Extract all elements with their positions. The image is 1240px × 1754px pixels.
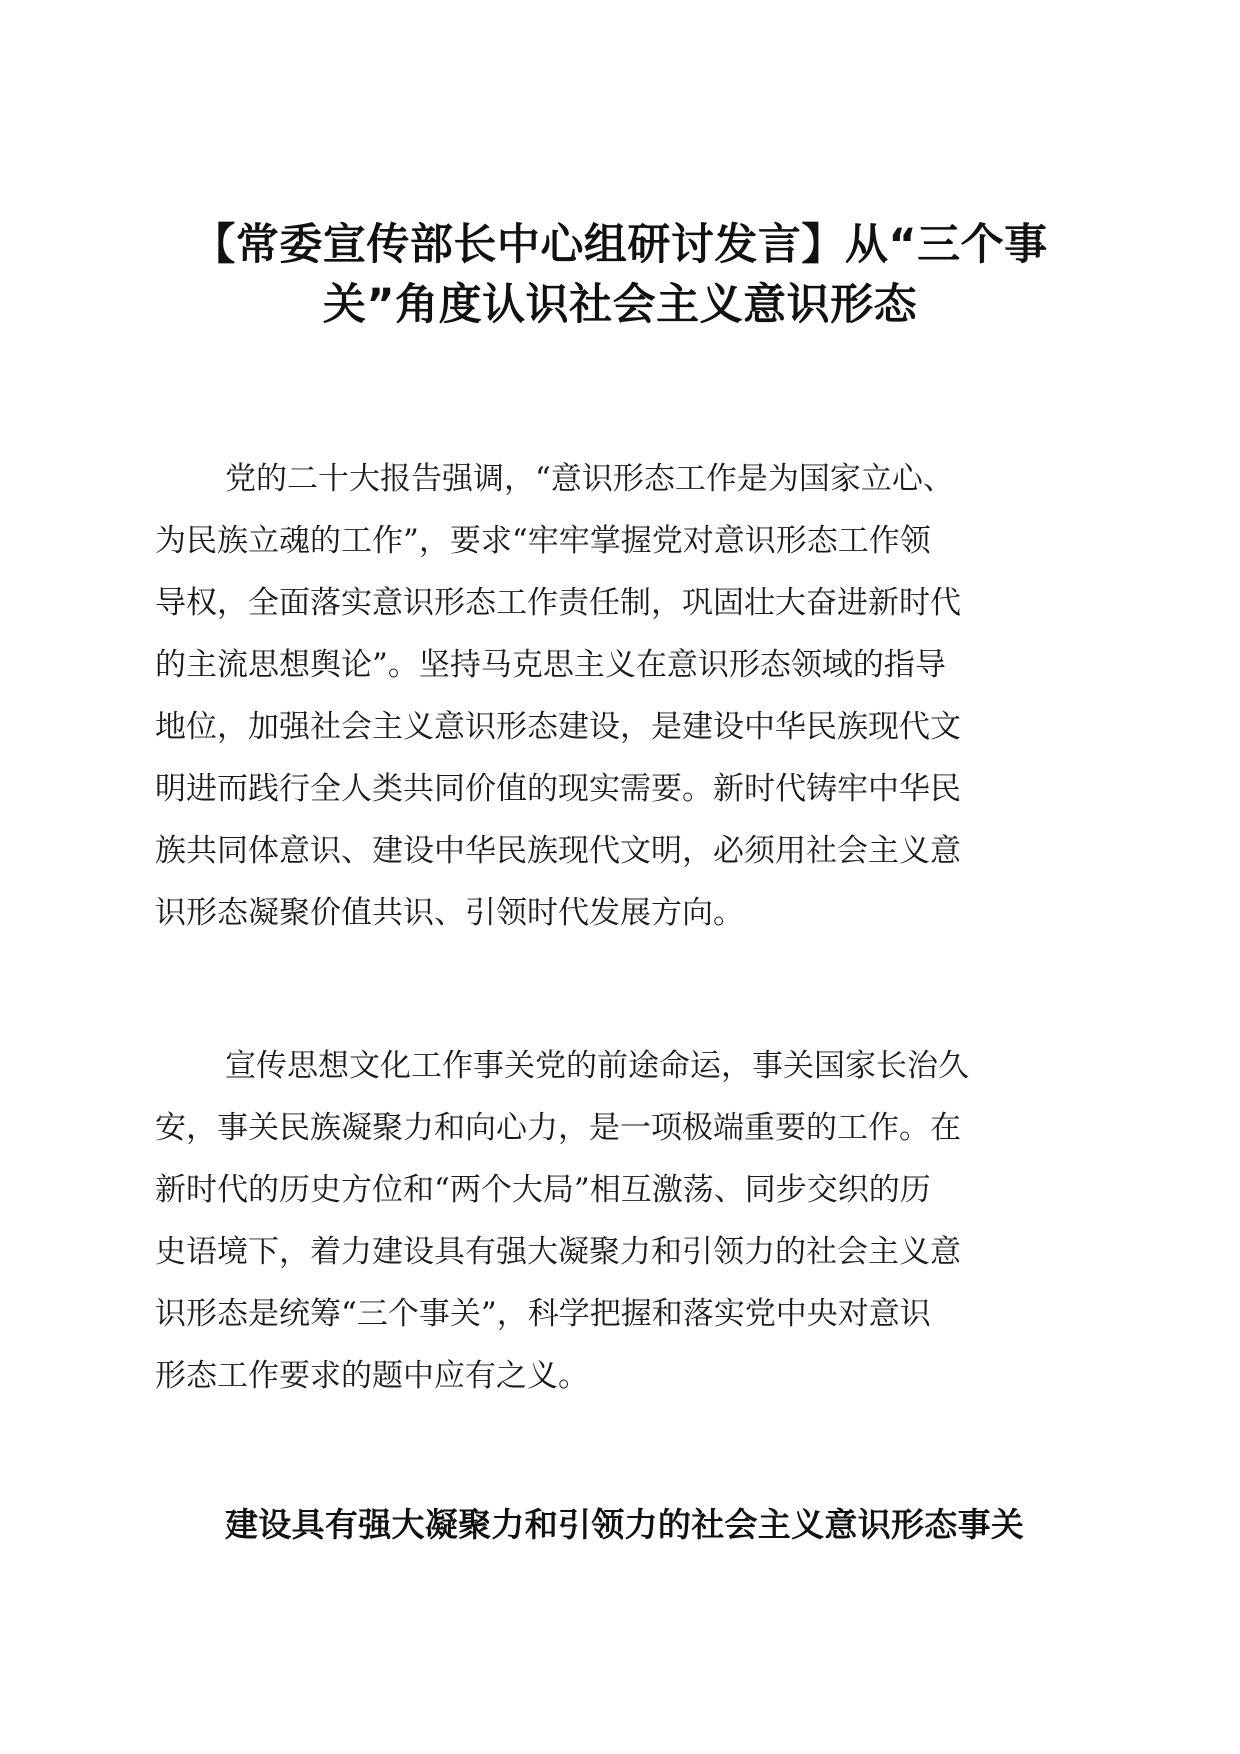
paragraph-2 bbox=[155, 1035, 1085, 1407]
section-heading: 建设具有强大凝聚力和引领力的社会主义意识形态事关 bbox=[225, 1505, 1025, 1544]
paragraph-line: 的主流思想舆论”。坚持马克思主义在意识形态领域的指导 bbox=[155, 647, 946, 683]
paragraph-line: 史语境下，着力建设具有强大凝聚力和引领力的社会主义意 bbox=[155, 1234, 961, 1270]
paragraph-line: 地位，加强社会主义意识形态建设，是建设中华民族现代文 bbox=[155, 709, 961, 745]
paragraph-1 bbox=[155, 448, 1085, 944]
paragraph-line: 新时代的历史方位和“两个大局”相互激荡、同步交织的历 bbox=[155, 1172, 931, 1208]
paragraph-line: 族共同体意识、建设中华民族现代文明，必须用社会主义意 bbox=[155, 833, 961, 869]
paragraph-line: 识形态是统筹“三个事关”，科学把握和落实党中央对意识 bbox=[155, 1296, 931, 1332]
paragraph-line: 党的二十大报告强调，“意识形态工作是为国家立心、 bbox=[225, 461, 954, 497]
paragraph-line: 宣传思想文化工作事关党的前途命运，事关国家长治久 bbox=[225, 1048, 969, 1084]
title-line-2: 关”角度认识社会主义意识形态 bbox=[322, 280, 918, 330]
paragraph-line: 明进而践行全人类共同价值的现实需要。新时代铸牢中华民 bbox=[155, 771, 961, 807]
paragraph-line: 形态工作要求的题中应有之义。 bbox=[155, 1358, 589, 1394]
document-title bbox=[150, 215, 1090, 335]
paragraph-line: 安，事关民族凝聚力和向心力，是一项极端重要的工作。在 bbox=[155, 1110, 961, 1146]
paragraph-line: 为民族立魂的工作”，要求“牢牢掌握党对意识形态工作领 bbox=[155, 523, 931, 559]
paragraph-line: 识形态凝聚价值共识、引领时代发展方向。 bbox=[155, 895, 744, 931]
paragraph-line: 导权，全面落实意识形态工作责任制，巩固壮大奋进新时代 bbox=[155, 585, 961, 621]
title-line-1: 【常委宣传部长中心组研讨发言】从“三个事 bbox=[192, 220, 1048, 270]
